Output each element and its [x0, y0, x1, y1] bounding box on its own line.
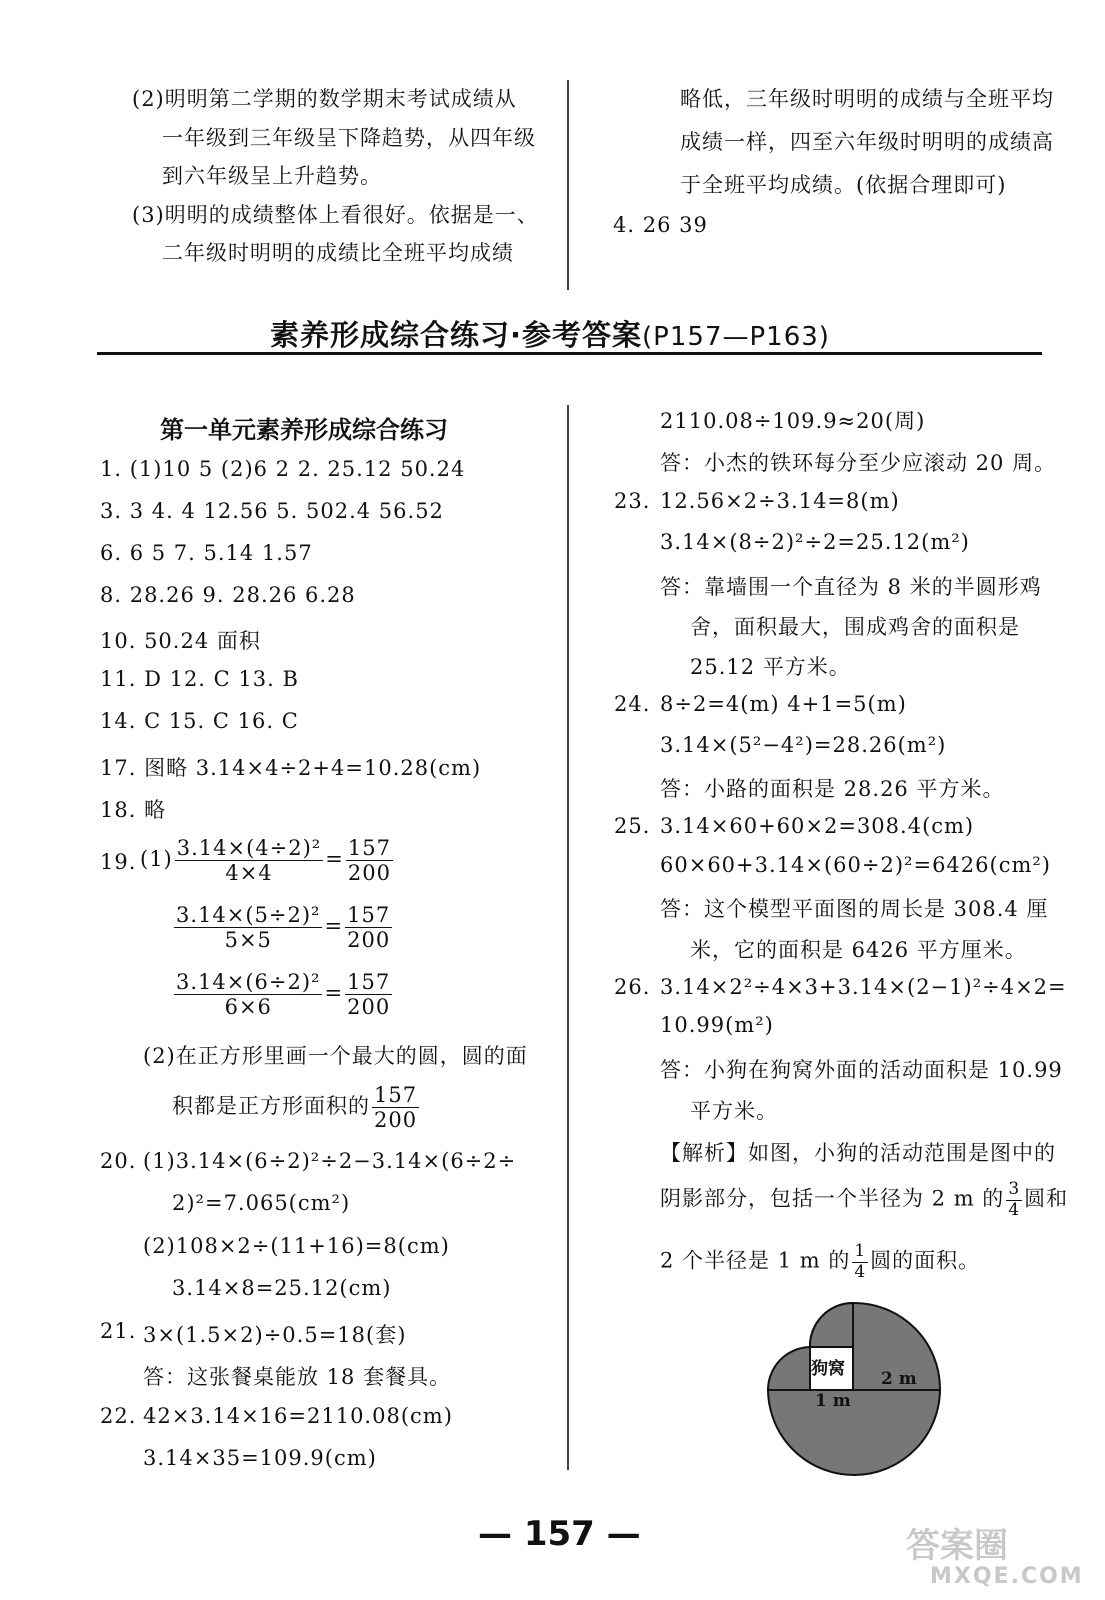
analysis-line2-tail: 圆和	[1024, 1186, 1069, 1211]
answer-22-line4: 答：小杰的铁环每分至少应滚动 20 周。	[660, 451, 1057, 475]
q19-f1-numerator: 3.14×(4÷2)²	[176, 836, 322, 860]
answer-25-line3: 答：这个模型平面图的周长是 308.4 厘	[660, 897, 1049, 921]
top-left-line-5: 二年级时明明的成绩比全班平均成绩	[162, 241, 514, 265]
result-numerator: 157	[347, 836, 391, 860]
small-quarter-circle-top	[810, 1303, 853, 1347]
answer-25-line2: 60×60+3.14×(60÷2)²=6426(cm²)	[660, 853, 1051, 877]
answer-22-line2: 3.14×35=109.9(cm)	[143, 1446, 377, 1470]
answer-23-line3: 答：靠墙围一个直径为 8 米的半圆形鸡	[660, 575, 1042, 599]
fraction-1-4-denominator: 4	[854, 1261, 867, 1282]
result-numerator: 157	[374, 1083, 418, 1107]
top-left-line-4: (3)明明的成绩整体上看很好。依据是一、	[132, 203, 539, 227]
question-25-number: 25.	[614, 814, 651, 838]
q19-f1-denominator: 4×4	[225, 861, 273, 886]
answer-26-line3: 答：小狗在狗窝外面的活动面积是 10.99	[660, 1058, 1063, 1082]
top-column-divider	[567, 80, 569, 290]
answer-23-line4: 舍，面积最大，围成鸡舍的面积是	[690, 615, 1020, 639]
main-column-divider	[567, 405, 569, 1470]
answer-1-2: 1. (1)10 5 (2)6 2 2. 25.12 50.24	[100, 457, 466, 481]
watermark-url: MXQE.COM	[930, 1564, 1084, 1589]
section-title-main: 素养形成综合练习·参考答案	[270, 318, 643, 352]
answer-11-13: 11. D 12. C 13. B	[100, 667, 299, 691]
section-title-range: (P157—P163)	[642, 322, 830, 352]
answer-24-line1: 8÷2=4(m) 4+1=5(m)	[660, 692, 907, 716]
analysis-line2	[660, 1180, 1068, 1220]
equals-sign: =	[324, 981, 344, 1006]
q19-fraction-3	[172, 970, 394, 1019]
title-rule	[97, 352, 1042, 355]
fraction-3-4-numerator: 3	[1008, 1179, 1021, 1199]
answer-14-16: 14. C 15. C 16. C	[100, 709, 299, 733]
answer-24-line3: 答：小路的面积是 28.26 平方米。	[660, 777, 1005, 801]
question-22-number: 22.	[100, 1404, 137, 1428]
fraction-3-4-denominator: 4	[1008, 1199, 1021, 1220]
result-denominator: 200	[347, 928, 391, 953]
question-21-number: 21.	[100, 1319, 137, 1343]
section-title	[270, 313, 830, 354]
top-right-line-3: 于全班平均成绩。(依据合理即可)	[680, 173, 1007, 197]
top-left-line-2: 一年级到三年级呈下降趋势，从四年级	[162, 126, 536, 150]
answer-23-line1: 12.56×2÷3.14=8(m)	[660, 489, 900, 513]
result-numerator: 157	[347, 970, 391, 994]
question-19-number: 19.	[100, 850, 137, 874]
answer-22-line3: 2110.08÷109.9≈20(周)	[660, 409, 926, 433]
answer-26-line4: 平方米。	[690, 1099, 778, 1123]
answer-23-line5: 25.12 平方米。	[690, 655, 851, 679]
result-denominator: 200	[347, 861, 391, 886]
page-number: — 157 —	[478, 1514, 641, 1554]
answer-21-line1: 3×(1.5×2)÷0.5=18(套)	[143, 1323, 407, 1347]
q19-part2-text: 积都是正方形面积的	[172, 1094, 370, 1119]
analysis-line3	[660, 1242, 980, 1282]
equals-sign: =	[325, 847, 344, 872]
analysis-line3-text: 2 个半径是 1 m 的	[660, 1248, 851, 1273]
answer-20-line1: (1)3.14×(6÷2)²÷2−3.14×(6÷2÷	[143, 1149, 517, 1173]
analysis-line3-tail: 圆的面积。	[870, 1248, 981, 1273]
answer-20-line3: (2)108×2÷(11+16)=8(cm)	[143, 1234, 450, 1258]
result-denominator: 200	[347, 995, 391, 1020]
top-right-line-2: 成绩一样，四至六年级时明明的成绩高	[680, 130, 1054, 154]
radius-1m-label: 1 m	[815, 1391, 851, 1411]
result-numerator: 157	[347, 903, 391, 927]
fraction-1-4-numerator: 1	[854, 1241, 867, 1261]
answer-20-line4: 3.14×8=25.12(cm)	[172, 1276, 392, 1300]
top-left-line-3: 到六年级呈上升趋势。	[162, 164, 382, 188]
question-20-number: 20.	[100, 1149, 137, 1173]
q19-fraction-2	[172, 903, 394, 952]
dog-range-figure	[765, 1300, 945, 1490]
q19-f3-numerator: 3.14×(6÷2)²	[176, 970, 321, 994]
result-denominator: 200	[374, 1108, 418, 1133]
answer-26-line2: 10.99(m²)	[660, 1013, 774, 1037]
analysis-line2-text: 阴影部分，包括一个半径为 2 m 的	[660, 1186, 1005, 1211]
answer-22-line1: 42×3.14×16=2110.08(cm)	[143, 1404, 453, 1428]
question-24-number: 24.	[614, 692, 651, 716]
analysis-line1: 【解析】如图，小狗的活动范围是图中的	[660, 1141, 1056, 1165]
answer-6-7: 6. 6 5 7. 5.14 1.57	[100, 541, 313, 565]
answer-25-line1: 3.14×60+60×2=308.4(cm)	[660, 814, 975, 838]
small-quarter-circle-left	[768, 1347, 810, 1390]
q19-part1-label: (1)	[140, 847, 173, 872]
answer-24-line2: 3.14×(5²−4²)=28.26(m²)	[660, 733, 947, 757]
question-23-number: 23.	[614, 489, 651, 513]
top-left-line-1: (2)明明第二学期的数学期末考试成绩从	[132, 87, 517, 111]
answer-21-line2: 答：这张餐桌能放 18 套餐具。	[143, 1365, 452, 1389]
top-right-line-4: 4. 26 39	[613, 213, 708, 237]
answer-17: 17. 图略 3.14×4÷2+4=10.28(cm)	[100, 756, 482, 780]
q19-part2-line1: (2)在正方形里画一个最大的圆，圆的面	[143, 1044, 528, 1068]
q19-f2-denominator: 5×5	[224, 928, 272, 953]
q19-f3-denominator: 6×6	[224, 995, 272, 1020]
q19-f2-numerator: 3.14×(5÷2)²	[176, 903, 321, 927]
answer-18: 18. 略	[100, 798, 167, 822]
answer-25-line4: 米，它的面积是 6426 平方厘米。	[690, 938, 1027, 962]
kennel-label: 狗窝	[811, 1359, 845, 1379]
answer-23-line2: 3.14×(8÷2)²÷2=25.12(m²)	[660, 530, 970, 554]
question-26-number: 26.	[614, 975, 651, 999]
equals-sign: =	[324, 914, 344, 939]
answer-3-5: 3. 3 4. 4 12.56 5. 502.4 56.52	[100, 499, 444, 523]
answer-10: 10. 50.24 面积	[100, 629, 261, 653]
answer-26-line1: 3.14×2²÷4×3+3.14×(2−1)²÷4×2=	[660, 975, 1067, 999]
radius-2m-label: 2 m	[881, 1369, 917, 1389]
answer-20-line2: 2)²=7.065(cm²)	[172, 1191, 351, 1215]
q19-fraction-1	[140, 836, 395, 885]
q19-part2-line2	[172, 1083, 421, 1132]
top-right-line-1: 略低，三年级时明明的成绩与全班平均	[680, 87, 1054, 111]
watermark-logo: 答案圈	[906, 1526, 1008, 1566]
answer-8-9: 8. 28.26 9. 28.26 6.28	[100, 583, 356, 607]
unit-title: 第一单元素养形成综合练习	[160, 416, 448, 444]
